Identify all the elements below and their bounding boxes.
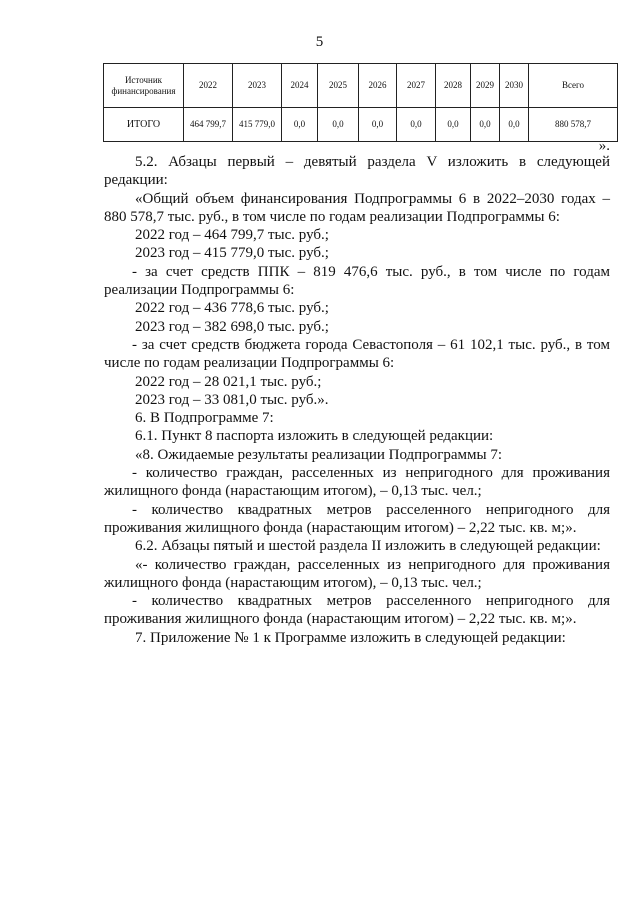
paragraph: 7. Приложение № 1 к Программе изложить в следующей редакции:: [135, 629, 566, 646]
paragraph: - количество квадратных метров расселенного непригодного для проживания жилищного фонда (нарастающим итогом) – 2,22 тыс. кв. м;».: [104, 501, 610, 536]
paragraph: 5.2. Абзацы первый – девятый раздела V изложить в следующей редакции:: [104, 154, 610, 189]
table-cell: 0,0: [282, 108, 318, 142]
paragraph: - за счет средств бюджета города Севастополя – 61 102,1 тыс. руб., в том числе по годам реализации Подпрограммы 6:: [104, 336, 610, 372]
page-number: 5: [315, 34, 324, 50]
document-body: [104, 153, 610, 647]
table-cell: 0,0: [318, 108, 359, 142]
table-header-cell: 2022: [184, 64, 233, 108]
paragraph: - за счет средств ППК – 819 476,6 тыс. руб., в том числе по годам реализации Подпрограммы 6:: [104, 263, 610, 299]
paragraph: - количество граждан, расселенных из непригодного для проживания жилищного фонда (нарастающим итогом), – 0,13 тыс. чел.;: [104, 465, 610, 500]
paragraph: 2022 год – 436 778,6 тыс. руб.;: [135, 300, 329, 317]
table-header-cell: Источник финансирования: [104, 64, 184, 108]
paragraph: 2023 год – 33 081,0 тыс. руб.».: [135, 391, 329, 408]
table-cell: 880 578,7: [529, 108, 618, 142]
table-header-cell: 2029: [471, 64, 500, 108]
paragraph: 2023 год – 382 698,0 тыс. руб.;: [135, 318, 329, 335]
table-header-cell: 2028: [436, 64, 471, 108]
table-header-cell: 2030: [500, 64, 529, 108]
financing-table: [103, 63, 618, 142]
table-header-cell: 2023: [233, 64, 282, 108]
table-header-cell: 2025: [318, 64, 359, 108]
table-cell: 0,0: [500, 108, 529, 142]
table-cell: 415 779,0: [233, 108, 282, 142]
table-header-cell: Всего: [529, 64, 618, 108]
table-header-cell: 2024: [282, 64, 318, 108]
table-cell: 0,0: [397, 108, 436, 142]
table-cell: 0,0: [436, 108, 471, 142]
paragraph: 2023 год – 415 779,0 тыс. руб.;: [135, 245, 329, 262]
paragraph: 6.2. Абзацы пятый и шестой раздела II изложить в следующей редакции:: [135, 538, 601, 555]
table-cell: 0,0: [359, 108, 397, 142]
table-header-cell: 2026: [359, 64, 397, 108]
table-header-cell: 2027: [397, 64, 436, 108]
table-header-row: [104, 64, 618, 108]
paragraph: «- количество граждан, расселенных из непригодного для проживания жилищного фонда (нарастающим итогом), – 0,13 тыс. чел.;: [104, 556, 610, 591]
paragraph: «Общий объем финансирования Подпрограммы 6 в 2022–2030 годах – 880 578,7 тыс. руб., в том числе по годам реализации Подпрограммы 6:: [104, 190, 610, 225]
paragraph: - количество квадратных метров расселенного непригодного для проживания жилищного фонда (нарастающим итогом) – 2,22 тыс. кв. м;».: [104, 593, 610, 628]
paragraph: 2022 год – 464 799,7 тыс. руб.;: [135, 227, 329, 244]
paragraph: «8. Ожидаемые результаты реализации Подпрограммы 7:: [135, 446, 502, 463]
table-cell: ИТОГО: [104, 108, 184, 142]
table-cell: 0,0: [471, 108, 500, 142]
paragraph: 6.1. Пункт 8 паспорта изложить в следующей редакции:: [135, 428, 494, 445]
table-row: [104, 108, 618, 142]
paragraph: 6. В Подпрограмме 7:: [135, 410, 274, 427]
paragraph: 2022 год – 28 021,1 тыс. руб.;: [135, 373, 322, 390]
table-cell: 464 799,7: [184, 108, 233, 142]
table-closing-quote: ».: [598, 138, 610, 154]
